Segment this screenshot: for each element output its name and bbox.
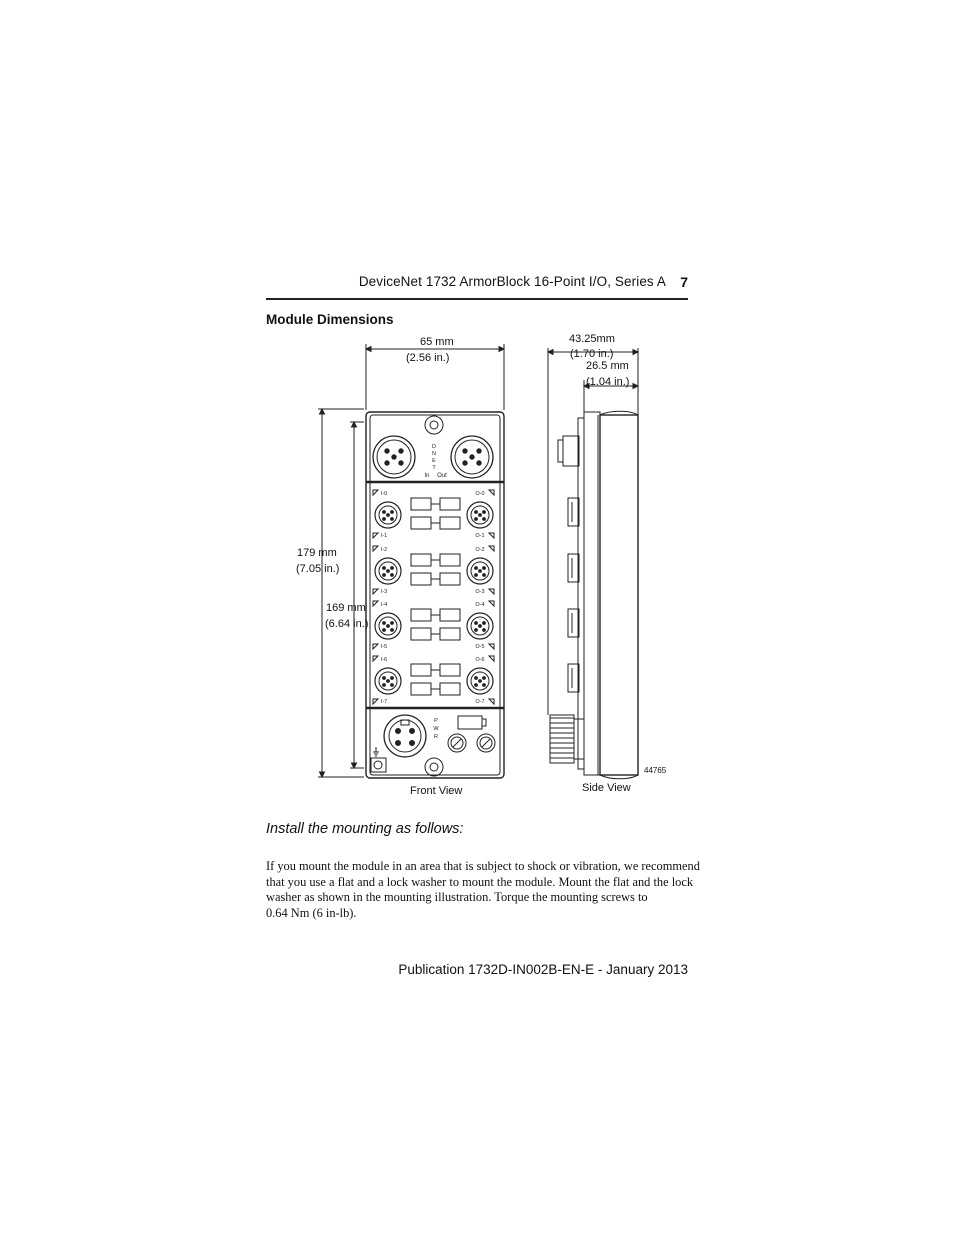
side-rear-plate <box>578 418 584 769</box>
paragraph-line: that you use a flat and a lock washer to mount the module. Mount the flat and the lock <box>266 874 694 889</box>
devicenet-out-label: Out <box>437 473 447 479</box>
output-label: O-0 <box>475 491 485 497</box>
devicenet-out-connector-pin <box>470 455 474 459</box>
ground-symbol <box>373 747 379 756</box>
rotary-switch-slot <box>482 739 490 747</box>
module-dimensions-figure <box>280 330 680 800</box>
width-label-in: (2.56 in.) <box>406 352 450 364</box>
status-display <box>458 716 482 729</box>
height-body-in: (6.64 in.) <box>325 618 369 630</box>
height-body-dimension-line-arrow-top <box>352 422 357 427</box>
output-connector-pin <box>475 622 478 625</box>
devicenet-in-connector-pin <box>385 461 389 465</box>
output-connector-pin <box>475 677 478 680</box>
input-connector-pin <box>391 622 394 625</box>
output-connector-pin <box>475 567 478 570</box>
devicenet-in-label: In <box>424 473 430 479</box>
side-io-connector <box>568 664 579 692</box>
depth-body-dimension-line-arrow-right <box>633 384 638 389</box>
input-connector-pin <box>391 511 394 514</box>
status-indicator <box>411 517 431 529</box>
output-connector-pin <box>475 511 478 514</box>
mounting-paragraph <box>266 859 700 921</box>
output-connector-pin <box>483 518 486 521</box>
row-mark <box>489 533 494 538</box>
row-mark <box>489 644 494 649</box>
devicenet-in-connector-pin <box>399 449 403 453</box>
running-header <box>266 274 688 294</box>
page-number: 7 <box>680 274 688 290</box>
status-indicator <box>440 664 460 676</box>
height-overall-dimension-line-arrow-bottom <box>320 772 325 777</box>
output-label: O-5 <box>475 644 485 650</box>
side-view-caption: Side View <box>582 782 631 794</box>
status-indicator <box>440 628 460 640</box>
input-connector-pin <box>391 567 394 570</box>
output-connector-pin <box>479 570 482 573</box>
depth-overall-dimension-line-arrow-right <box>633 350 638 355</box>
devicenet-out-connector-pin <box>477 449 481 453</box>
depth-overall-mm: 43.25mm <box>569 333 615 345</box>
row-mark <box>489 589 494 594</box>
side-connector-devicenet-nut <box>558 440 563 462</box>
input-connector-pin <box>391 684 394 687</box>
header-rule <box>266 298 688 300</box>
status-indicator <box>440 683 460 695</box>
figure-number: 44765 <box>644 766 667 775</box>
output-connector-pin <box>479 625 482 628</box>
status-indicator <box>440 609 460 621</box>
output-connector-pin <box>483 511 486 514</box>
status-indicator <box>411 554 431 566</box>
row-mark <box>373 546 378 551</box>
output-connector-pin <box>483 574 486 577</box>
front-view-caption: Front View <box>410 785 463 797</box>
status-indicator <box>440 498 460 510</box>
power-connector-pin <box>396 729 401 734</box>
row-mark <box>373 656 378 661</box>
row-mark <box>373 699 378 704</box>
paragraph-line: washer as shown in the mounting illustration. Torque the mounting screws to <box>266 890 648 904</box>
input-connector-pin <box>387 625 390 628</box>
status-indicator <box>440 573 460 585</box>
mounting-hole-bottom <box>425 758 443 776</box>
header-title: DeviceNet 1732 ArmorBlock 16-Point I/O, Series A <box>358 274 666 289</box>
ground-terminal <box>371 758 386 772</box>
status-indicator <box>440 517 460 529</box>
height-overall-dimension-line-arrow-top <box>320 409 325 414</box>
output-label: O-3 <box>475 589 485 595</box>
output-connector-pin <box>479 514 482 517</box>
devicenet-in-connector-pin <box>385 449 389 453</box>
pwr-label-letter: W <box>433 726 439 732</box>
power-connector-pin <box>396 741 401 746</box>
dnet-label-letter: E <box>432 458 436 464</box>
status-display-tab <box>482 719 486 726</box>
input-label: I-4 <box>380 602 388 608</box>
input-label: I-5 <box>380 644 388 650</box>
depth-body-mm: 26.5 mm <box>586 360 629 372</box>
power-connector-pin <box>410 729 415 734</box>
rotary-switch-slot <box>453 739 461 747</box>
row-mark <box>489 546 494 551</box>
output-connector-pin <box>483 684 486 687</box>
input-connector-pin <box>383 677 386 680</box>
section-title: Module Dimensions <box>266 312 394 327</box>
output-connector-pin <box>475 629 478 632</box>
width-dimension-line-arrow-right <box>499 347 504 352</box>
input-connector-pin <box>383 511 386 514</box>
output-label: O-6 <box>475 657 485 663</box>
input-connector-pin <box>387 514 390 517</box>
output-connector-pin <box>475 518 478 521</box>
output-connector-pin <box>483 677 486 680</box>
row-mark <box>373 589 378 594</box>
output-connector-pin <box>475 574 478 577</box>
install-intro: Install the mounting as follows: <box>266 821 464 837</box>
width-dimension-line-arrow-left <box>366 347 371 352</box>
devicenet-out-connector-pin <box>477 461 481 465</box>
input-label: I-7 <box>380 699 388 705</box>
input-label: I-0 <box>380 491 388 497</box>
side-power-connector <box>550 715 574 763</box>
output-connector-pin <box>483 629 486 632</box>
output-connector-pin <box>479 680 482 683</box>
input-connector-pin <box>391 518 394 521</box>
status-indicator <box>411 609 431 621</box>
output-connector-pin <box>483 567 486 570</box>
row-mark <box>489 656 494 661</box>
output-connector-pin <box>475 684 478 687</box>
side-io-connector <box>568 609 579 637</box>
height-body-mm: 169 mm <box>326 602 366 614</box>
power-connector-pin <box>410 741 415 746</box>
devicenet-in-connector-pin <box>392 455 396 459</box>
dnet-label-letter: D <box>432 444 436 450</box>
input-connector-pin <box>391 677 394 680</box>
status-indicator <box>411 573 431 585</box>
row-mark <box>373 533 378 538</box>
dnet-label-letter: T <box>432 465 436 471</box>
input-connector-pin <box>383 567 386 570</box>
devicenet-in-connector-pin <box>399 461 403 465</box>
depth-body-in: (1.04 in.) <box>586 376 630 388</box>
input-connector-pin <box>383 622 386 625</box>
input-connector-pin <box>387 680 390 683</box>
row-mark <box>489 699 494 704</box>
mounting-hole-top-inner <box>430 421 438 429</box>
row-mark <box>489 601 494 606</box>
height-overall-in: (7.05 in.) <box>296 563 340 575</box>
devicenet-out-connector-pin <box>463 449 467 453</box>
input-label: I-1 <box>380 533 388 539</box>
input-connector-pin <box>383 629 386 632</box>
row-mark <box>373 644 378 649</box>
paragraph-line: If you mount the module in an area that is subject to shock or vibration, we recommend <box>266 859 700 873</box>
devicenet-out-connector-pin <box>463 461 467 465</box>
input-connector-pin <box>391 574 394 577</box>
input-label: I-2 <box>380 547 388 553</box>
output-label: O-4 <box>475 602 485 608</box>
row-mark <box>373 601 378 606</box>
side-connector-devicenet <box>563 436 579 466</box>
input-connector-pin <box>383 574 386 577</box>
status-indicator <box>411 498 431 510</box>
output-label: O-1 <box>475 533 485 539</box>
side-power-collar <box>574 719 584 759</box>
input-connector-pin <box>387 570 390 573</box>
input-connector-pin <box>391 629 394 632</box>
status-indicator <box>411 628 431 640</box>
input-label: I-3 <box>380 589 388 595</box>
output-label: O-7 <box>475 699 485 705</box>
status-indicator <box>411 683 431 695</box>
side-io-connector <box>568 498 579 526</box>
output-connector-pin <box>483 622 486 625</box>
publication-footer: Publication 1732D-IN002B-EN-E - January 2013 <box>398 962 688 977</box>
pwr-label-letter: P <box>434 718 438 724</box>
mounting-hole-bottom-inner <box>430 763 438 771</box>
ground-screw <box>374 761 382 769</box>
power-connector <box>384 715 426 757</box>
input-connector-pin <box>383 684 386 687</box>
height-body-dimension-line-arrow-bottom <box>352 763 357 768</box>
depth-overall-in: (1.70 in.) <box>570 348 614 360</box>
width-label-mm: 65 mm <box>420 336 454 348</box>
depth-overall-dimension-line-arrow-left <box>548 350 553 355</box>
dimension-drawing <box>280 330 680 800</box>
status-indicator <box>440 554 460 566</box>
side-io-connector <box>568 554 579 582</box>
status-indicator <box>411 664 431 676</box>
row-mark <box>489 490 494 495</box>
input-connector-pin <box>383 518 386 521</box>
pwr-label-letter: R <box>434 734 438 740</box>
mounting-hole-top <box>425 416 443 434</box>
row-mark <box>373 490 378 495</box>
side-body <box>600 415 638 775</box>
dnet-label-letter: N <box>432 451 436 457</box>
input-label: I-6 <box>380 657 388 663</box>
paragraph-line: 0.64 Nm (6 in-lb). <box>266 905 357 920</box>
height-overall-mm: 179 mm <box>297 547 337 559</box>
output-label: O-2 <box>475 547 485 553</box>
